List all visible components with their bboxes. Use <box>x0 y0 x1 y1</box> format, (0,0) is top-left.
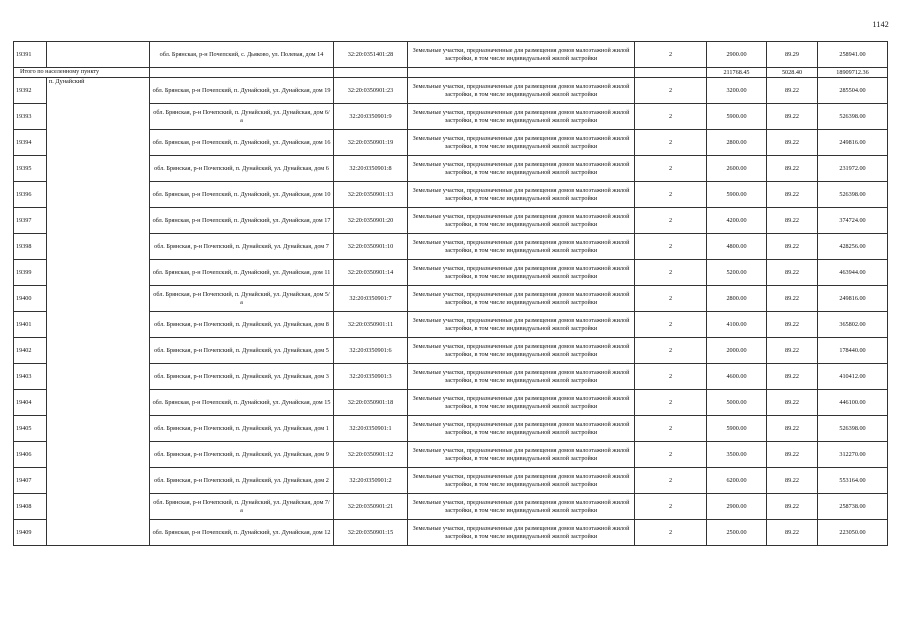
cadastral-value-cell: 223050.00 <box>818 520 888 546</box>
area-cell: 3200.00 <box>707 78 767 104</box>
cadastral-value-cell: 285504.00 <box>818 78 888 104</box>
category-cell: 2 <box>635 494 707 520</box>
cadastral-number-cell: 32:20:0350901:3 <box>334 364 408 390</box>
row-number: 19403 <box>14 364 47 390</box>
address-cell: обл. Брянская, р-н Почепский, п. Дунайский, ул. Дунайская, дом 16 <box>150 130 334 156</box>
cadastral-number-cell: 32:20:0350901:7 <box>334 286 408 312</box>
address-cell: обл. Брянская, р-н Почепский, п. Дунайский, ул. Дунайская, дом 8 <box>150 312 334 338</box>
area-cell: 5900.00 <box>707 104 767 130</box>
area-cell: 2600.00 <box>707 156 767 182</box>
area-cell: 4800.00 <box>707 234 767 260</box>
category-cell: 2 <box>635 286 707 312</box>
area-cell: 5900.00 <box>707 416 767 442</box>
cadastral-value-cell: 428256.00 <box>818 234 888 260</box>
address-cell: обл. Брянская, р-н Почепский, п. Дунайский, ул. Дунайская, дом 6 <box>150 156 334 182</box>
category-cell: 2 <box>635 468 707 494</box>
category-cell: 2 <box>635 208 707 234</box>
cadastral-value-cell: 249816.00 <box>818 130 888 156</box>
rate-cell: 89.22 <box>767 390 818 416</box>
land-use-cell: Земельные участки, предназначенные для размещения домов малоэтажной жилой застройки, в том числе индивидуальной жилой застройки <box>408 42 635 68</box>
category-cell: 2 <box>635 42 707 68</box>
row-number: 19402 <box>14 338 47 364</box>
cadastral-number-cell: 32:20:0350901:19 <box>334 130 408 156</box>
empty-cell <box>635 68 707 78</box>
category-cell: 2 <box>635 130 707 156</box>
area-cell: 2900.00 <box>707 42 767 68</box>
land-use-cell: Земельные участки, предназначенные для размещения домов малоэтажной жилой застройки, в том числе индивидуальной жилой застройки <box>408 442 635 468</box>
total-area: 211768.45 <box>707 68 767 78</box>
rate-cell: 89.22 <box>767 312 818 338</box>
land-use-cell: Земельные участки, предназначенные для размещения домов малоэтажной жилой застройки, в том числе индивидуальной жилой застройки <box>408 78 635 104</box>
address-cell: обл. Брянская, р-н Почепский, п. Дунайский, ул. Дунайская, дом 12 <box>150 520 334 546</box>
empty-cell <box>150 68 334 78</box>
area-cell: 3500.00 <box>707 442 767 468</box>
row-number: 19406 <box>14 442 47 468</box>
page-number: 1142 <box>872 20 889 29</box>
rate-cell: 89.22 <box>767 338 818 364</box>
row-number: 19394 <box>14 130 47 156</box>
category-cell: 2 <box>635 104 707 130</box>
category-cell: 2 <box>635 182 707 208</box>
address-cell: обл. Брянская, р-н Почепский, п. Дунайский, ул. Дунайская, дом 1 <box>150 416 334 442</box>
area-cell: 5000.00 <box>707 390 767 416</box>
row-number: 19392 <box>14 78 47 104</box>
land-use-cell: Земельные участки, предназначенные для размещения домов малоэтажной жилой застройки, в том числе индивидуальной жилой застройки <box>408 104 635 130</box>
address-cell: обл. Брянская, р-н Почепский, п. Дунайский, ул. Дунайская, дом 2 <box>150 468 334 494</box>
cadastral-value-cell: 258738.00 <box>818 494 888 520</box>
address-cell: обл. Брянская, р-н Почепский, п. Дунайский, ул. Дунайская, дом 11 <box>150 260 334 286</box>
table-body <box>14 42 888 546</box>
rate-cell: 89.22 <box>767 260 818 286</box>
cadastral-number-cell: 32:20:0350901:6 <box>334 338 408 364</box>
rate-cell: 89.22 <box>767 520 818 546</box>
rate-cell: 89.22 <box>767 286 818 312</box>
area-cell: 4200.00 <box>707 208 767 234</box>
cadastral-number-cell: 32:20:0350901:12 <box>334 442 408 468</box>
cadastral-value-cell: 312270.00 <box>818 442 888 468</box>
land-use-cell: Земельные участки, предназначенные для размещения домов малоэтажной жилой застройки, в том числе индивидуальной жилой застройки <box>408 182 635 208</box>
row-number: 19408 <box>14 494 47 520</box>
land-use-cell: Земельные участки, предназначенные для размещения домов малоэтажной жилой застройки, в том числе индивидуальной жилой застройки <box>408 520 635 546</box>
land-use-cell: Земельные участки, предназначенные для размещения домов малоэтажной жилой застройки, в том числе индивидуальной жилой застройки <box>408 364 635 390</box>
land-use-cell: Земельные участки, предназначенные для размещения домов малоэтажной жилой застройки, в том числе индивидуальной жилой застройки <box>408 260 635 286</box>
cadastral-value-cell: 463944.00 <box>818 260 888 286</box>
land-use-cell: Земельные участки, предназначенные для размещения домов малоэтажной жилой застройки, в том числе индивидуальной жилой застройки <box>408 312 635 338</box>
cadastral-number-cell: 32:20:0350901:10 <box>334 234 408 260</box>
cadastral-number-cell: 32:20:0350901:23 <box>334 78 408 104</box>
cadastral-number-cell: 32:20:0350901:9 <box>334 104 408 130</box>
land-use-cell: Земельные участки, предназначенные для размещения домов малоэтажной жилой застройки, в том числе индивидуальной жилой застройки <box>408 416 635 442</box>
category-cell: 2 <box>635 78 707 104</box>
area-cell: 6200.00 <box>707 468 767 494</box>
table-row <box>14 42 888 68</box>
rate-cell: 89.22 <box>767 468 818 494</box>
rate-cell: 89.22 <box>767 156 818 182</box>
area-cell: 2500.00 <box>707 520 767 546</box>
rate-cell: 89.22 <box>767 416 818 442</box>
cadastral-number-cell: 32:20:0350901:8 <box>334 156 408 182</box>
row-number: 19409 <box>14 520 47 546</box>
land-use-cell: Земельные участки, предназначенные для размещения домов малоэтажной жилой застройки, в том числе индивидуальной жилой застройки <box>408 234 635 260</box>
land-use-cell: Земельные участки, предназначенные для размещения домов малоэтажной жилой застройки, в том числе индивидуальной жилой застройки <box>408 286 635 312</box>
address-cell: обл. Брянская, р-н Почепский, п. Дунайский, ул. Дунайская, дом 7 <box>150 234 334 260</box>
table-row <box>14 78 888 104</box>
empty-cell <box>334 68 408 78</box>
area-cell: 2900.00 <box>707 494 767 520</box>
cadastral-value-cell: 374724.00 <box>818 208 888 234</box>
address-cell: обл. Брянская, р-н Почепский, п. Дунайский, ул. Дунайская, дом 3 <box>150 364 334 390</box>
area-cell: 2800.00 <box>707 286 767 312</box>
row-number: 19395 <box>14 156 47 182</box>
address-cell: обл. Брянская, р-н Почепский, п. Дунайский, ул. Дунайская, дом 5/а <box>150 286 334 312</box>
category-cell: 2 <box>635 442 707 468</box>
address-cell: обл. Брянская, р-н Почепский, п. Дунайский, ул. Дунайская, дом 10 <box>150 182 334 208</box>
category-cell: 2 <box>635 416 707 442</box>
cadastral-number-cell: 32:20:0350901:18 <box>334 390 408 416</box>
address-cell: обл. Брянская, р-н Почепский, п. Дунайский, ул. Дунайская, дом 6/а <box>150 104 334 130</box>
land-plots-table <box>13 41 888 546</box>
cadastral-value-cell: 446100.00 <box>818 390 888 416</box>
address-cell: обл. Брянская, р-н Почепский, п. Дунайский, ул. Дунайская, дом 7/а <box>150 494 334 520</box>
cadastral-value-cell: 553164.00 <box>818 468 888 494</box>
area-cell: 2000.00 <box>707 338 767 364</box>
row-number: 19404 <box>14 390 47 416</box>
cadastral-number-cell: 32:20:0350901:15 <box>334 520 408 546</box>
row-number: 19400 <box>14 286 47 312</box>
locality-cell <box>47 42 150 68</box>
land-use-cell: Земельные участки, предназначенные для размещения домов малоэтажной жилой застройки, в том числе индивидуальной жилой застройки <box>408 208 635 234</box>
address-cell: обл. Брянская, р-н Почепский, п. Дунайский, ул. Дунайская, дом 5 <box>150 338 334 364</box>
area-cell: 5900.00 <box>707 182 767 208</box>
land-use-cell: Земельные участки, предназначенные для размещения домов малоэтажной жилой застройки, в том числе индивидуальной жилой застройки <box>408 468 635 494</box>
row-number: 19393 <box>14 104 47 130</box>
area-cell: 2800.00 <box>707 130 767 156</box>
cadastral-value-cell: 249816.00 <box>818 286 888 312</box>
land-use-cell: Земельные участки, предназначенные для размещения домов малоэтажной жилой застройки, в том числе индивидуальной жилой застройки <box>408 130 635 156</box>
address-cell: обл. Брянская, р-н Почепский, п. Дунайский, ул. Дунайская, дом 17 <box>150 208 334 234</box>
empty-cell <box>408 68 635 78</box>
area-cell: 5200.00 <box>707 260 767 286</box>
cadastral-number-cell: 32:20:0350901:2 <box>334 468 408 494</box>
rate-cell: 89.22 <box>767 494 818 520</box>
total-label: Итого по населенному пункту <box>14 68 150 78</box>
rate-cell: 89.22 <box>767 182 818 208</box>
category-cell: 2 <box>635 312 707 338</box>
row-number: 19397 <box>14 208 47 234</box>
category-cell: 2 <box>635 338 707 364</box>
locality-cell: п. Дунайский <box>47 78 150 546</box>
cadastral-value-cell: 178440.00 <box>818 338 888 364</box>
land-use-cell: Земельные участки, предназначенные для размещения домов малоэтажной жилой застройки, в том числе индивидуальной жилой застройки <box>408 156 635 182</box>
row-number: 19407 <box>14 468 47 494</box>
cadastral-value-cell: 526398.00 <box>818 104 888 130</box>
row-number: 19396 <box>14 182 47 208</box>
row-number: 19391 <box>14 42 47 68</box>
row-number: 19399 <box>14 260 47 286</box>
cadastral-number-cell: 32:20:0350901:21 <box>334 494 408 520</box>
cadastral-value-cell: 410412.00 <box>818 364 888 390</box>
address-cell: обл. Брянская, р-н Почепский, п. Дунайский, ул. Дунайская, дом 15 <box>150 390 334 416</box>
category-cell: 2 <box>635 364 707 390</box>
cadastral-number-cell: 32:20:0350901:13 <box>334 182 408 208</box>
rate-cell: 89.22 <box>767 130 818 156</box>
rate-cell: 89.29 <box>767 42 818 68</box>
category-cell: 2 <box>635 260 707 286</box>
category-cell: 2 <box>635 520 707 546</box>
total-value: 18909712.36 <box>818 68 888 78</box>
cadastral-number-cell: 32:20:0351401:28 <box>334 42 408 68</box>
cadastral-number-cell: 32:20:0350901:11 <box>334 312 408 338</box>
rate-cell: 89.22 <box>767 104 818 130</box>
land-use-cell: Земельные участки, предназначенные для размещения домов малоэтажной жилой застройки, в том числе индивидуальной жилой застройки <box>408 338 635 364</box>
cadastral-number-cell: 32:20:0350901:1 <box>334 416 408 442</box>
cadastral-number-cell: 32:20:0350901:20 <box>334 208 408 234</box>
address-cell: обл. Брянская, р-н Почепский, п. Дунайский, ул. Дунайская, дом 9 <box>150 442 334 468</box>
area-cell: 4100.00 <box>707 312 767 338</box>
rate-cell: 89.22 <box>767 78 818 104</box>
land-use-cell: Земельные участки, предназначенные для размещения домов малоэтажной жилой застройки, в том числе индивидуальной жилой застройки <box>408 390 635 416</box>
category-cell: 2 <box>635 234 707 260</box>
row-number: 19401 <box>14 312 47 338</box>
rate-cell: 89.22 <box>767 234 818 260</box>
cadastral-number-cell: 32:20:0350901:14 <box>334 260 408 286</box>
total-row <box>14 68 888 78</box>
address-cell: обл. Брянская, р-н Почепский, п. Дунайский, ул. Дунайская, дом 19 <box>150 78 334 104</box>
address-cell: обл. Брянская, р-н Почепский, с. Дьяково, ул. Полевая, дом 14 <box>150 42 334 68</box>
area-cell: 4600.00 <box>707 364 767 390</box>
cadastral-value-cell: 526398.00 <box>818 416 888 442</box>
cadastral-value-cell: 526398.00 <box>818 182 888 208</box>
cadastral-value-cell: 231972.00 <box>818 156 888 182</box>
cadastral-value-cell: 258941.00 <box>818 42 888 68</box>
row-number: 19398 <box>14 234 47 260</box>
category-cell: 2 <box>635 390 707 416</box>
cadastral-value-cell: 365802.00 <box>818 312 888 338</box>
row-number: 19405 <box>14 416 47 442</box>
total-rate: 5028.40 <box>767 68 818 78</box>
rate-cell: 89.22 <box>767 364 818 390</box>
land-use-cell: Земельные участки, предназначенные для размещения домов малоэтажной жилой застройки, в том числе индивидуальной жилой застройки <box>408 494 635 520</box>
category-cell: 2 <box>635 156 707 182</box>
rate-cell: 89.22 <box>767 442 818 468</box>
rate-cell: 89.22 <box>767 208 818 234</box>
